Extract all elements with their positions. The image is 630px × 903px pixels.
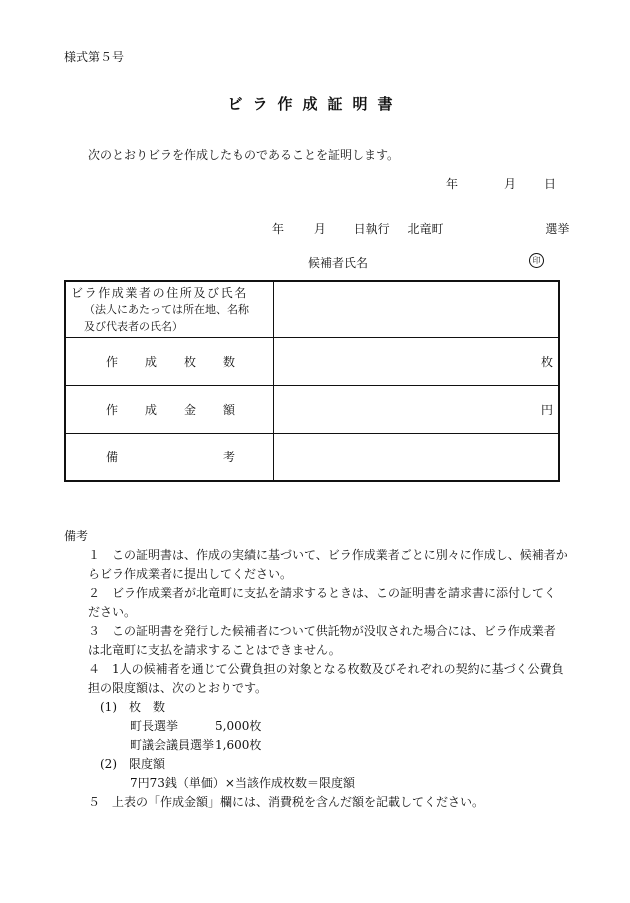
amount-value-cell[interactable] xyxy=(274,385,560,433)
vendor-sub-1: （法人にあたっては所在地、名称 xyxy=(84,302,249,316)
amount-char-2: 成 xyxy=(144,402,157,417)
amount-char-1: 作 xyxy=(106,402,119,417)
note-3-line-2: は北竜町に支払を請求することはできません。 xyxy=(88,643,341,657)
date-month: 月 xyxy=(504,177,517,191)
amount-char-4: 額 xyxy=(222,402,235,417)
execution-line xyxy=(272,220,569,237)
note-2-line-2: ださい。 xyxy=(88,605,137,619)
vendor-label-cell xyxy=(65,281,274,337)
note-3-line-1: ３ この証明書を発行した候補者について供託物が没収された場合には、ビラ作成業者 xyxy=(88,624,556,638)
notes-heading: 備考 xyxy=(64,529,89,543)
remarks-label xyxy=(66,448,273,465)
quantity-char-3: 枚 xyxy=(183,354,196,369)
exec-election: 選挙 xyxy=(545,222,570,236)
remarks-char-2: 考 xyxy=(222,450,235,465)
note-4-item-1: (1) 枚 数 xyxy=(100,700,165,714)
amount-unit: 円 xyxy=(540,402,553,417)
exec-day: 日執行 xyxy=(353,222,390,236)
certificate-table xyxy=(64,280,560,482)
quantity-char-4: 数 xyxy=(222,354,235,369)
quantity-char-2: 成 xyxy=(144,354,157,369)
page-title: ビラ作成証明書 xyxy=(227,95,403,113)
amount-label xyxy=(66,401,273,418)
amount-label-cell xyxy=(65,385,274,433)
candidate-name-label: 候補者氏名 xyxy=(308,256,369,270)
seal-mark: 印 xyxy=(529,253,544,268)
note-4-item-2: (2) 限度額 xyxy=(100,757,165,771)
exec-town: 北竜町 xyxy=(407,222,444,236)
quantity-value-cell[interactable] xyxy=(274,337,560,385)
limit-formula: 7円73銭（単価）×当該作成枚数＝限度額 xyxy=(130,776,355,790)
quantity-unit: 枚 xyxy=(540,354,553,369)
quantity-label xyxy=(66,353,273,370)
date-day: 日 xyxy=(544,177,557,191)
council-election-value: 1,600枚 xyxy=(215,738,262,752)
remarks-label-cell xyxy=(65,433,274,481)
date-year: 年 xyxy=(446,177,459,191)
row-vendor xyxy=(65,281,559,337)
note-2-line-1: ２ ビラ作成業者が北竜町に支払を請求するときは、この証明書を請求書に添付してく xyxy=(88,586,557,600)
form-number: 様式第５号 xyxy=(64,50,125,64)
row-quantity xyxy=(65,337,559,385)
vendor-label: ビラ作成業者の住所及び氏名 xyxy=(71,285,248,300)
remarks-value-cell[interactable] xyxy=(274,433,560,481)
vendor-sub-2: 及び代表者の氏名） xyxy=(84,319,183,333)
note-1-line-1: １ この証明書は、作成の実績に基づいて、ビラ作成業者ごとに別々に作成し、候補者か xyxy=(88,548,568,562)
amount-char-3: 金 xyxy=(183,402,196,417)
council-election-label: 町議会議員選挙 xyxy=(130,738,215,752)
row-remarks xyxy=(65,433,559,481)
note-4-line-1: ４ 1人の候補者を通じて公費負担の対象となる枚数及びそれぞれの契約に基づく公費負 xyxy=(88,662,564,676)
issue-date xyxy=(446,175,556,192)
note-5: ５ 上表の「作成金額」欄には、消費税を含んだ額を記載してください。 xyxy=(88,795,485,809)
note-4-line-2: 担の限度額は、次のとおりです。 xyxy=(88,681,268,695)
exec-month: 月 xyxy=(313,222,326,236)
remarks-char-1: 備 xyxy=(106,450,119,465)
exec-year: 年 xyxy=(272,222,285,236)
row-amount xyxy=(65,385,559,433)
note-1-line-2: らビラ作成業者に提出してください。 xyxy=(88,567,293,581)
mayor-election-label: 町長選挙 xyxy=(130,719,179,733)
mayor-election-value: 5,000枚 xyxy=(215,719,262,733)
intro-text: 次のとおりビラを作成したものであることを証明します。 xyxy=(88,148,400,162)
quantity-char-1: 作 xyxy=(106,354,119,369)
vendor-value-cell[interactable] xyxy=(274,281,560,337)
quantity-label-cell xyxy=(65,337,274,385)
